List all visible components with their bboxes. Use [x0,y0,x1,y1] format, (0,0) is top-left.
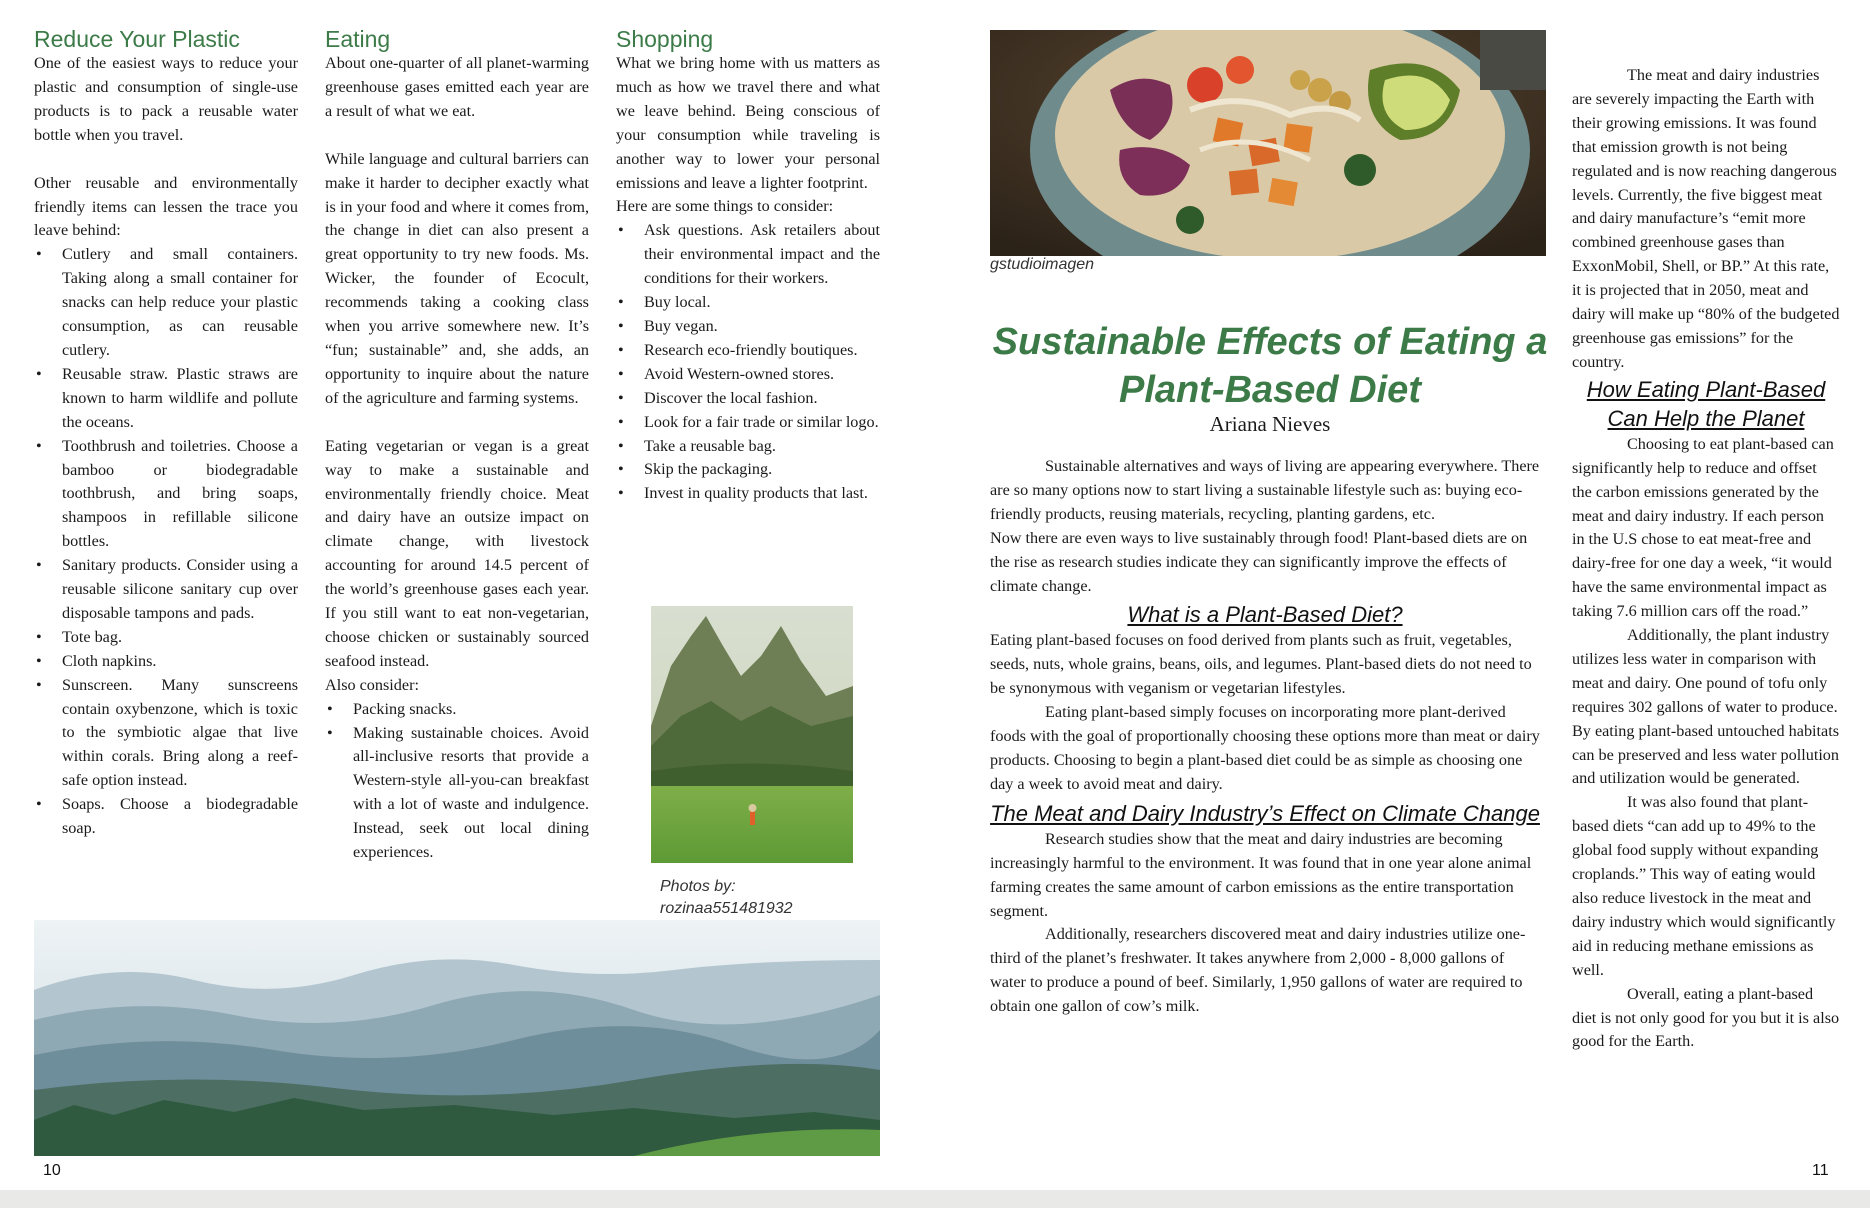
shopping-list [616,219,880,506]
eating-paragraph-2: While language and cultural barriers can make it harder to decipher exactly what is in your food and where it comes from, the change in diet can also present a great opportunity to try new foods. Ms. Wicker, the founder of Ecocult, recommends taking a cooking class when you arrive somewhere new. It’s “fun; sustainable” and, she adds, an opportunity to inquire about the nature of the agriculture and farming systems. [325,149,589,407]
intro-paragraph-2: Now there are even ways to live sustainably through food! Plant-based diets are on the rise as research studies indicate they can significantly improve the effects of climate change. [990,528,1528,595]
list-item: • Skip the packaging. [644,458,880,482]
eating-paragraph-1: About one-quarter of all planet-warming greenhouse gases emitted each year are a result of what we eat. [325,54,589,120]
help-planet-paragraph-3: It was also found that plant-based diets “can add up to 49% to the global food supply without expanding croplands.” This way of eating would also reduce livestock in the meat and dairy industry which would significantly aid in reducing methane emissions as well. [1572,793,1836,979]
page-number-right: 11 [1812,1162,1829,1179]
list-item: • Look for a fair trade or similar logo. [644,411,880,435]
eating-list [325,698,589,865]
shopping-paragraph-1: What we bring home with us matters as much as how we travel there and what we leave behind. Being conscious of your consumption while traveling is another way to lower your personal emissions and leave a lighter footprint. [616,54,880,192]
side-paragraph-1: The meat and dairy industries are severely impacting the Earth with their growing emissions. It was found that emission growth is not being regulated and is now reaching dangerous levels. Currently, the five biggest meat and dairy manufacture’s “emit more combined greenhouse gases than ExxonMobil, Shell, or BP.” At this rate, it is projected that in 2050, meat and dairy will make up “80% of the budgeted greenhouse gas emissions” for the country. [1572,66,1840,371]
subheading-meat-dairy: The Meat and Dairy Industry’s Effect on Climate Change [990,800,1540,826]
article-main-column [990,455,1540,1019]
list-item: • Ask questions. Ask retailers about their environmental impact and the conditions for their workers. [644,219,880,291]
meat-dairy-paragraph-2: Additionally, researchers discovered meat and dairy industries utilize one-third of the planet’s freshwater. It takes anywhere from 2,000 - 8,000 gallons of water to produce a pound of beef. Similarly, 1,950 gallons of water are required to obtain one gallon of cow’s milk. [990,925,1526,1016]
list-item: • Discover the local fashion. [644,387,880,411]
plastic-paragraph-2: Other reusable and environmentally friendly items can lessen the trace you leave behind: [34,173,298,240]
list-item: • Cutlery and small containers. Taking along a small container for snacks can help reduce your plastic consumption, as can reusable cutlery. [62,243,298,363]
buddha-bowl-photo [990,30,1546,256]
article-author: Ariana Nieves [1209,412,1331,436]
help-planet-paragraph-4: Overall, eating a plant-based diet is not only good for you but it is also good for the Earth. [1572,984,1840,1051]
list-item: • Buy vegan. [644,315,880,339]
subheading-plant-based-diet: What is a Plant-Based Diet? [1127,602,1403,628]
page-bottom-edge [0,1190,1870,1208]
list-item: • Avoid Western-owned stores. [644,363,880,387]
list-item: • Soaps. Choose a biodegradable soap. [62,793,298,841]
eating-heading: Eating [325,26,391,52]
help-planet-paragraph-2: Additionally, the plant industry utilizes less water in comparison with meat and dairy. One pound of tofu only requires 302 gallons of water to produce. By eating plant-based untouched habitats can be preserved and less water pollution and utilization would be generated. [1572,626,1840,788]
meat-dairy-paragraph-1: Research studies show that the meat and dairy industries are becoming increasingly harmful to the environment. It was found that in one year alone animal farming creates the same amount of carbon emissions as the entire transportation segment. [990,829,1532,920]
list-item: • Cloth napkins. [62,650,298,674]
photo-credit-line-2: rozinaa551481932 [660,900,793,917]
plastic-column [34,26,298,841]
bowl-photo-credit: gstudioimagen [990,256,1095,273]
shopping-heading: Shopping [616,26,714,52]
photo-credit-line-1: Photos by: [660,878,736,895]
list-item: • Buy local. [644,291,880,315]
list-item: • Reusable straw. Plastic straws are known to harm wildlife and pollute the oceans. [62,363,298,435]
article-side-column [1572,64,1840,1054]
list-item: • Sanitary products. Consider using a reusable silicone sanitary cup over disposable tampons and pads. [62,554,298,626]
plant-based-paragraph-1: Eating plant-based focuses on food derived from plants such as fruit, vegetables, seeds, nuts, whole grains, beans, oils, and legumes. Plant-based diets do not need to be synonymous with veganism or vegetarian lifestyles. [990,631,1532,698]
plastic-paragraph-1: One of the easiest ways to reduce your plastic and consumption of single-use products is to pack a reusable water bottle when you travel. [34,54,298,144]
page-number-left: 10 [43,1162,61,1179]
eating-column [325,26,589,865]
eating-paragraph-3: Eating vegetarian or vegan is a great way to make a sustainable and environmentally friendly choice. Meat and dairy have an outsize impact on climate change, with livestock accounting for around 14.5 percent of the world’s greenhouse gases each year. If you still want to eat non-vegetarian, choose chicken or sustainably sourced seafood instead. [325,436,589,670]
plastic-heading: Reduce Your Plastic [34,26,240,52]
list-item: • Making sustainable choices. Avoid all-inclusive resorts that provide a Western-style all-you-can breakfast with a lot of waste and indulgence. Instead, seek out local dining experiences. [353,722,589,865]
misty-mountains-photo [34,920,880,1156]
shopping-paragraph-2: Here are some things to consider: [616,197,834,216]
list-item: • Tote bag. [62,626,298,650]
article-title: Sustainable Effects of Eating a Plant-Based Diet [992,321,1548,411]
subheading-help-planet: How Eating Plant-Based Can Help the Planet [1586,376,1826,431]
list-item: • Research eco-friendly boutiques. [644,339,880,363]
photo-credit [660,876,860,920]
list-item: • Sunscreen. Many sunscreens contain oxybenzone, which is toxic to the symbiotic algae that live within corals. Bring along a reef-safe option instead. [62,674,298,794]
list-item: • Packing snacks. [353,698,589,722]
plastic-list [34,243,298,841]
shopping-column [616,26,880,506]
list-item: • Invest in quality products that last. [644,482,880,506]
karst-landscape-photo [651,606,853,863]
plant-based-paragraph-2: Eating plant-based simply focuses on incorporating more plant-derived foods with the goal of proportionally choosing these options more than meat or dairy products. Choosing to begin a plant-based diet could be as simple as choosing one day a week to avoid meat and dairy. [990,703,1540,793]
list-item: • Toothbrush and toiletries. Choose a bamboo or biodegradable toothbrush, and bring soaps, shampoos in refillable silicone bottles. [62,435,298,555]
help-planet-paragraph-1: Choosing to eat plant-based can significantly help to reduce and offset the carbon emissions generated by the meat and dairy industry. If each person in the U.S chose to eat meat-free and dairy-free for one day a week, “it would have the same environmental impact as taking 7.6 million cars off the road.” [1572,434,1834,621]
list-item: • Take a reusable bag. [644,435,880,459]
intro-paragraph-1: Sustainable alternatives and ways of living are appearing everywhere. There are so many options now to start living a sustainable lifestyle such as: buying eco-friendly products, reusing materials, recycling, planting gardens, etc. [990,457,1540,523]
eating-paragraph-4: Also consider: [325,675,419,694]
